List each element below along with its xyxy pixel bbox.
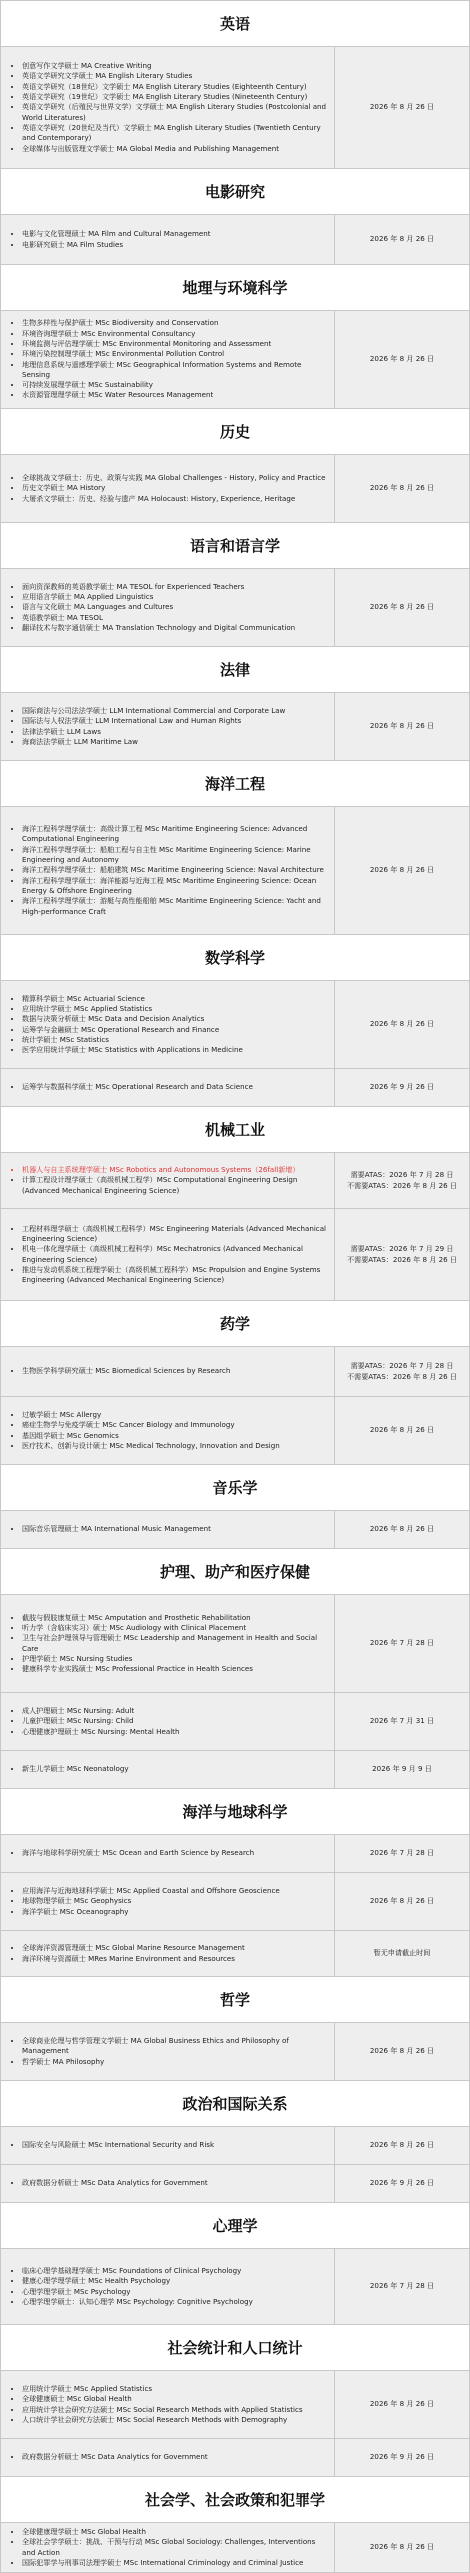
deadline-text: 2026 年 8 月 26 日 <box>369 1896 435 1906</box>
program-item: • 国际安全与风险硕士 MSc International Security and Risk <box>22 2140 214 2150</box>
section-title: 海洋工程 <box>1 761 470 807</box>
program-list-cell <box>1 1153 335 1208</box>
deadline-cell <box>335 2439 470 2476</box>
section-title: 历史 <box>1 409 470 455</box>
deadline-cell <box>335 1751 470 1788</box>
deadline-text: 需要ATAS：2026 年 7 月 28 日 <box>350 1170 454 1179</box>
deadline-text: 2026 年 8 月 26 日 <box>369 865 435 875</box>
program-item: • 创意写作文学硕士 MA Creative Writing <box>22 61 328 71</box>
program-item: • 成人护理硕士 MSc Nursing: Adult <box>22 1706 179 1716</box>
program-item: • 全球海洋资源管理硕士 MSc Global Marine Resource Management <box>22 1943 245 1953</box>
deadline-cell <box>335 2165 470 2202</box>
deadline-text: 不需要ATAS：2026 年 8 月 26 日 <box>347 1371 457 1381</box>
program-item: • 过敏学硕士 MSc Allergy <box>22 1410 280 1420</box>
program-item: • 截肢与假肢康复硕士 MSc Amputation and Prosthetic Rehabilitation <box>22 1613 328 1623</box>
deadline-cell <box>335 569 470 646</box>
section-title: 数学科学 <box>1 935 470 981</box>
program-item: • 海洋工程科学理学硕士：船舶工程与自主性 MSc Maritime Engineering Science: Marine Engineering and Autonomy <box>22 845 328 866</box>
program-item: • 环境污染控制理学硕士 MSc Environmental Pollution Control <box>22 349 328 359</box>
deadline-cell <box>335 1069 470 1106</box>
program-list-cell <box>1 569 335 646</box>
deadline-text: 2026 年 8 月 26 日 <box>369 2140 435 2150</box>
program-item: • 英语文学研究（20世纪及当代）文学硕士 MA English Literary Studies (Twentieth Century and Contemporary) <box>22 123 328 144</box>
deadline-text: 2026 年 7 月 28 日 <box>369 1848 435 1858</box>
deadline-cell <box>335 693 470 760</box>
table-row <box>1 2371 470 2439</box>
deadline-cell <box>335 1347 470 1396</box>
program-item: • 护理学硕士 MSc Nursing Studies <box>22 1654 328 1664</box>
deadline-cell <box>335 2023 470 2080</box>
program-item: • 应用统计学硕士 MSc Applied Statistics <box>22 1004 243 1014</box>
program-item: • 全球健康理学硕士 MSc Global Health <box>22 2527 328 2537</box>
table-row <box>1 2023 470 2081</box>
table-row <box>1 807 470 935</box>
program-list-cell <box>1 2523 335 2572</box>
program-list-cell <box>1 1595 335 1692</box>
table-row <box>1 455 470 523</box>
program-list-cell <box>1 1873 335 1930</box>
section-title: 药学 <box>1 1301 470 1347</box>
table-row <box>1 215 470 265</box>
deadline-text: 2026 年 8 月 26 日 <box>369 102 435 112</box>
program-list-cell <box>1 2249 335 2324</box>
program-item: • 海洋环境与资源硕士 MRes Marine Environment and Resources <box>22 1954 245 1964</box>
program-item: • 国际犯罪学与刑事司法理学硕士 MSc International Criminology and Criminal Justice <box>22 2558 328 2568</box>
table-row <box>1 1153 470 1209</box>
program-list-cell <box>1 807 335 934</box>
program-item: • 海洋工程科学理学硕士：船舶建筑 MSc Maritime Engineering Science: Naval Architecture <box>22 865 328 875</box>
table-row <box>1 311 470 409</box>
deadline-text: 2026 年 8 月 26 日 <box>369 602 435 612</box>
program-item: • 听力学（含临床实习）硕士 MSc Audiology with Clinical Placement <box>22 1623 328 1633</box>
table-row <box>1 1693 470 1751</box>
table-row <box>1 1931 470 1977</box>
program-item: • 海洋工程科学理学硕士：高级计算工程 MSc Maritime Engineering Science: Advanced Computational Engineering <box>22 824 328 845</box>
deadline-text: 2026 年 8 月 26 日 <box>369 2399 435 2409</box>
program-item: • 历史文学硕士 MA History <box>22 483 326 493</box>
table-row <box>1 2249 470 2325</box>
program-item: • 国际音乐管理硕士 MA International Music Management <box>22 1524 211 1534</box>
program-item: • 全球健康硕士 MSc Global Health <box>22 2394 303 2404</box>
deadline-text: 2026 年 8 月 26 日 <box>369 721 435 731</box>
program-item: • 人口统计学社会研究方法硕士 MSc Social Research Methods with Demography <box>22 2415 303 2425</box>
table-row <box>1 1347 470 1397</box>
program-list-cell <box>1 311 335 408</box>
program-item: • 卫生与社会护理领导与管理硕士 MSc Leadership and Management in Health and Social Care <box>22 1633 328 1654</box>
program-item: • 英语教学硕士 MA TESOL <box>22 613 295 623</box>
section-title: 社会学、社会政策和犯罪学 <box>1 2477 470 2523</box>
program-item: • 国际法与人权法学硕士 LLM International Law and Human Rights <box>22 716 285 726</box>
deadline-text: 2026 年 9 月 26 日 <box>369 2178 435 2188</box>
program-item: • 数据与决策分析硕士 MSc Data and Decision Analytics <box>22 1014 243 1024</box>
program-list-cell <box>1 2023 335 2080</box>
program-item: • 运筹学与金融硕士 MSc Operational Research and Finance <box>22 1025 243 1035</box>
section-title: 海洋与地球科学 <box>1 1789 470 1835</box>
program-item: • 英语文学研究（18世纪）文学硕士 MA English Literary Studies (Eighteenth Century) <box>22 82 328 92</box>
deadline-cell <box>335 215 470 264</box>
deadline-cell <box>335 2371 470 2438</box>
program-item: • 电影研究硕士 MA Film Studies <box>22 240 211 250</box>
program-list-cell <box>1 1931 335 1976</box>
program-item: • 运筹学与数据科学硕士 MSc Operational Research and Data Science <box>22 1082 253 1092</box>
deadline-cell <box>335 1397 470 1464</box>
table-row <box>1 2165 470 2203</box>
deadline-text: 2026 年 8 月 26 日 <box>369 2542 435 2552</box>
section-title: 社会统计和人口统计 <box>1 2325 470 2371</box>
deadline-text: 2026 年 9 月 9 日 <box>372 1764 432 1774</box>
program-item: • 政府数据分析硕士 MSc Data Analytics for Government <box>22 2178 208 2188</box>
program-item: • 法律法学硕士 LLM Laws <box>22 727 285 737</box>
program-item: • 计算工程设计理学硕士（高级机械工程学）MSc Computational Engineering Design (Advanced Mechanical Engineering Science) <box>22 1175 328 1196</box>
deadline-cell <box>335 1835 470 1872</box>
deadline-text: 不需要ATAS：2026 年 8 月 26 日 <box>347 1180 457 1190</box>
program-list-cell <box>1 1751 335 1788</box>
program-list-cell <box>1 455 335 522</box>
program-item: • 统计学硕士 MSc Statistics <box>22 1035 243 1045</box>
deadline-cell <box>335 1511 470 1548</box>
program-item: • 英语文学研究文学硕士 MA English Literary Studies <box>22 71 328 81</box>
deadline-text: 需要ATAS：2026 年 7 月 28 日 <box>350 1361 454 1370</box>
program-list-cell <box>1 1209 335 1300</box>
table-row <box>1 569 470 647</box>
program-item: • 面向资深教师的英语教学硕士 MA TESOL for Experienced Teachers <box>22 582 295 592</box>
program-item: • 哲学硕士 MA Philosophy <box>22 2057 328 2067</box>
program-item: • 全球商业伦理与哲学管理文学硕士 MA Global Business Ethics and Philosophy of Management <box>22 2036 328 2057</box>
program-item: • 环境咨询理学硕士 MSc Environmental Consultancy <box>22 329 328 339</box>
program-list-cell <box>1 2165 335 2202</box>
program-item: • 应用统计学硕士 MSc Applied Statistics <box>22 2384 303 2394</box>
program-item: • 机电一体化理学硕士（高级机械工程科学）MSc Mechatronics (Advanced Mechanical Engineering Science) <box>22 1244 328 1265</box>
program-list-cell <box>1 215 335 264</box>
deadline-text: 2026 年 9 月 26 日 <box>369 1082 435 1092</box>
program-item: • 儿童护理硕士 MSc Nursing: Child <box>22 1716 179 1726</box>
program-item: • 心理学理学硕士：认知心理学 MSc Psychology: Cognitive Psychology <box>22 2297 253 2307</box>
deadline-cell <box>335 455 470 522</box>
deadline-cell <box>335 2127 470 2164</box>
section-title: 英语 <box>1 1 470 47</box>
section-title: 音乐学 <box>1 1465 470 1511</box>
deadline-text: 2026 年 8 月 26 日 <box>369 1524 435 1534</box>
section-title: 地理与环境科学 <box>1 265 470 311</box>
deadline-text: 2026 年 8 月 26 日 <box>369 1425 435 1435</box>
deadline-cell <box>335 807 470 934</box>
program-item: • 地理信息系统与遥感理学硕士 MSc Geographical Information Systems and Remote Sensing <box>22 360 328 381</box>
section-title: 电影研究 <box>1 169 470 215</box>
program-item: • 工程材料理学硕士（高级机械工程科学）MSc Engineering Materials (Advanced Mechanical Engineering Science) <box>22 1224 328 1245</box>
program-item: • 地球物理学硕士 MSc Geophysics <box>22 1896 280 1906</box>
program-item: • 精算科学硕士 MSc Actuarial Science <box>22 994 243 1004</box>
section-title: 机械工业 <box>1 1107 470 1153</box>
program-item: • 应用统计学社会研究方法硕士 MSc Social Research Methods with Applied Statistics <box>22 2405 303 2415</box>
section-title: 哲学 <box>1 1977 470 2023</box>
program-item: • 全球挑战文学硕士：历史、政策与实践 MA Global Challenges - History, Policy and Practice <box>22 473 326 483</box>
section-title: 法律 <box>1 647 470 693</box>
section-title: 政治和国际关系 <box>1 2081 470 2127</box>
program-item: • 临床心理学基础理学硕士 MSc Foundations of Clinical Psychology <box>22 2266 253 2276</box>
table-row <box>1 2127 470 2165</box>
deadline-text: 2026 年 9 月 26 日 <box>369 2452 435 2462</box>
section-title: 护理、助产和医疗保健 <box>1 1549 470 1595</box>
deadline-cell <box>335 311 470 408</box>
deadline-text: 2026 年 8 月 26 日 <box>369 1019 435 1029</box>
program-item: • 国际商法与公司法法学硕士 LLM International Commercial and Corporate Law <box>22 706 285 716</box>
table-row <box>1 47 470 169</box>
deadline-cell <box>335 2523 470 2572</box>
program-list-cell <box>1 1069 335 1106</box>
program-list-cell <box>1 693 335 760</box>
table-row <box>1 1209 470 1301</box>
program-item: • 海洋工程科学理学硕士：海洋能源与近海工程 MSc Maritime Engineering Science: Ocean Energy & Offshore Engineering <box>22 876 328 897</box>
table-row <box>1 2523 470 2573</box>
program-item: • 环境监测与评估理学硕士 MSc Environmental Monitoring and Assessment <box>22 339 328 349</box>
deadline-cell <box>335 1693 470 1750</box>
program-item: • 机器人与自主系统理学硕士 MSc Robotics and Autonomous Systems（26fall新增） <box>22 1165 328 1175</box>
program-list-cell <box>1 1511 335 1548</box>
program-item: • 政府数据分析硕士 MSc Data Analytics for Government <box>22 2452 208 2462</box>
program-item: • 海商法法学硕士 LLM Maritime Law <box>22 737 285 747</box>
program-item: • 癌症生物学与免疫学硕士 MSc Cancer Biology and Immunology <box>22 1420 280 1430</box>
table-row <box>1 1511 470 1549</box>
program-item: • 医学应用统计学硕士 MSc Statistics with Applications in Medicine <box>22 1045 243 1055</box>
program-list-cell <box>1 1347 335 1396</box>
program-list-cell <box>1 2127 335 2164</box>
deadline-text: 2026 年 8 月 26 日 <box>369 2046 435 2056</box>
table-row <box>1 981 470 1069</box>
section-title: 心理学 <box>1 2203 470 2249</box>
deadline-text: 不需要ATAS：2026 年 8 月 26 日 <box>347 1254 457 1264</box>
deadline-cell <box>335 1595 470 1692</box>
deadline-text: 2026 年 8 月 26 日 <box>369 354 435 364</box>
deadline-text: 2026 年 7 月 31 日 <box>369 1716 435 1726</box>
deadline-text: 2026 年 8 月 26 日 <box>369 483 435 493</box>
deadline-text: 暂无申请截止时间 <box>373 1948 431 1958</box>
program-list-cell <box>1 1835 335 1872</box>
deadline-text: 2026 年 7 月 28 日 <box>369 2281 435 2291</box>
program-item: • 电影与文化管理硕士 MA Film and Cultural Management <box>22 229 211 239</box>
program-item: • 英语文学研究（19世纪）文学硕士 MA English Literary Studies (Nineteenth Century) <box>22 92 328 102</box>
program-list-cell <box>1 1397 335 1464</box>
program-item: • 英语文学研究（后殖民与世界文学）文学硕士 MA English Literary Studies (Postcolonial and World Literatures) <box>22 102 328 123</box>
program-item: • 心理学理学硕士 MSc Psychology <box>22 2287 253 2297</box>
program-item: • 生物医学科学研究硕士 MSc Biomedical Sciences by Research <box>22 1366 230 1376</box>
program-item: • 翻译技术与数字通信硕士 MA Translation Technology and Digital Communication <box>22 623 295 633</box>
program-item: • 基因组学硕士 MSc Genomics <box>22 1431 280 1441</box>
program-list-cell <box>1 1693 335 1750</box>
program-list-cell <box>1 981 335 1068</box>
program-item: • 大屠杀文学硕士：历史、经验与遗产 MA Holocaust: History, Experience, Heritage <box>22 494 326 504</box>
table-row <box>1 1751 470 1789</box>
program-item: • 应用海洋与近海地球科学硕士 MSc Applied Coastal and Offshore Geoscience <box>22 1886 280 1896</box>
program-item: • 海洋工程科学理学硕士：游艇与高性能船舶 MSc Maritime Engineering Science: Yacht and High-performance Craft <box>22 896 328 917</box>
program-list-cell <box>1 47 335 168</box>
program-item: • 语言与文化硕士 MA Languages and Cultures <box>22 602 295 612</box>
program-list-cell <box>1 2371 335 2438</box>
program-item: • 海洋与地球科学研究硕士 MSc Ocean and Earth Science by Research <box>22 1848 254 1858</box>
deadline-text: 2026 年 8 月 26 日 <box>369 234 435 244</box>
program-item: • 医疗技术、创新与设计硕士 MSc Medical Technology, Innovation and Design <box>22 1441 280 1451</box>
program-item: • 新生儿学硕士 MSc Neonatology <box>22 1764 129 1774</box>
program-item: • 健康心理学理学硕士 MSc Health Psychology <box>22 2276 253 2286</box>
deadline-cell <box>335 47 470 168</box>
table-row <box>1 693 470 761</box>
program-item: • 可持续发展理学硕士 MSc Sustainability <box>22 380 328 390</box>
table-row <box>1 1069 470 1107</box>
table-row <box>1 1595 470 1693</box>
table-row <box>1 1397 470 1465</box>
program-item: • 全球媒体与出版管理文学硕士 MA Global Media and Publishing Management <box>22 144 328 154</box>
section-title: 语言和语言学 <box>1 523 470 569</box>
deadline-cell <box>335 2249 470 2324</box>
table-row <box>1 1873 470 1931</box>
program-item: • 健康科学专业实践硕士 MSc Professional Practice in Health Sciences <box>22 1664 328 1674</box>
program-item: • 海洋学硕士 MSc Oceanography <box>22 1907 280 1917</box>
program-item: • 全球社会学学硕士：挑战、干预与行动 MSc Global Sociology: Challenges, Interventions and Action <box>22 2537 328 2558</box>
program-item: • 推进与发动机系统工程理学硕士（高级机械工程科学）MSc Propulsion and Engine Systems Engineering (Advanced Mechanical Engineering Science) <box>22 1265 328 1286</box>
program-item: • 心理健康护理硕士 MSc Nursing: Mental Health <box>22 1727 179 1737</box>
program-list-cell <box>1 2439 335 2476</box>
table-row <box>1 2439 470 2477</box>
table-row <box>1 1835 470 1873</box>
program-item: • 水资源管理理学硕士 MSc Water Resources Management <box>22 390 328 400</box>
program-item: • 应用语言学硕士 MA Applied Linguistics <box>22 592 295 602</box>
deadline-text: 2026 年 7 月 28 日 <box>369 1638 435 1648</box>
program-item: • 生物多样性与保护硕士 MSc Biodiversity and Conservation <box>22 318 328 328</box>
deadline-text: 需要ATAS：2026 年 7 月 29 日 <box>350 1244 454 1253</box>
deadline-cell <box>335 1931 470 1976</box>
deadline-cell <box>335 1153 470 1208</box>
deadline-cell <box>335 1209 470 1300</box>
deadline-cell <box>335 981 470 1068</box>
deadline-cell <box>335 1873 470 1930</box>
